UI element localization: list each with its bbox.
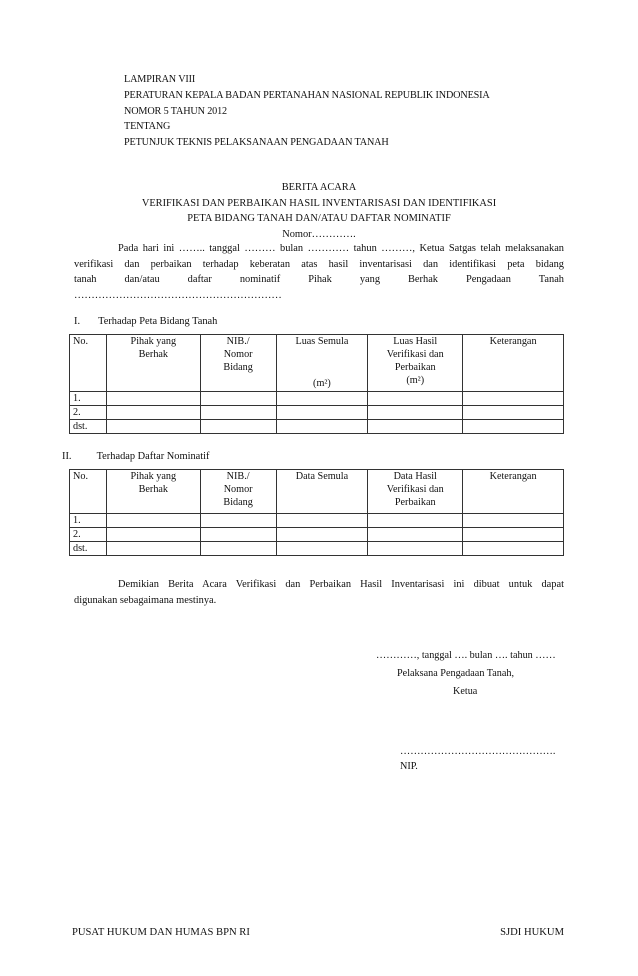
header-line: PERATURAN KEPALA BADAN PERTANAHAN NASIONAL REPUBLIK INDONESIA <box>124 89 490 101</box>
signature-place-date: …………, tanggal …. bulan …. tahun …… <box>376 650 556 661</box>
section-number: I. <box>74 316 81 327</box>
document-header <box>124 72 490 151</box>
table-row <box>70 406 564 420</box>
row-number: dst. <box>70 420 107 434</box>
section-1-heading <box>74 316 217 327</box>
closing-line: Demikian Berita Acara Verifikasi dan Perbaikan Hasil Inventarisasi ini dibuat untuk dapat <box>118 579 564 590</box>
intro-line: verifikasi dan perbaikan terhadap keberatan atas hasil inventarisasi dan identifikasi peta bidang <box>74 258 564 270</box>
header-cell: No. <box>70 470 107 514</box>
header-cell: Pihak yang Berhak <box>106 335 200 392</box>
title-line: Nomor…………. <box>282 228 356 240</box>
header-cell: Keterangan <box>463 335 564 392</box>
header-cell: Data Hasil Verifikasi dan Perbaikan <box>368 470 463 514</box>
closing-line: digunakan sebagaimana mestinya. <box>74 594 217 606</box>
row-number: 2. <box>70 406 107 420</box>
row-number: 1. <box>70 514 107 528</box>
intro-line: tanah dan/atau daftar nominatif Pihak yang Berhak Pengadaan Tanah <box>74 274 564 285</box>
section-title: Terhadap Peta Bidang Tanah <box>98 316 218 327</box>
header-label: Luas Semula <box>295 336 349 347</box>
header-cell: No. <box>70 335 107 392</box>
header-cell <box>368 335 463 392</box>
title-line: VERIFIKASI DAN PERBAIKAN HASIL INVENTARISASI DAN IDENTIFIKASI <box>141 197 497 209</box>
header-line: TENTANG <box>124 121 171 133</box>
intro-line: Pada hari ini …….. tanggal ……… bulan ………… tahun ………, Ketua Satgas telah melaksanakan <box>118 243 564 254</box>
table-header-row <box>70 335 564 392</box>
header-line: LAMPIRAN VIII <box>124 74 196 85</box>
signature-position: Ketua <box>453 686 478 697</box>
footer-left: PUSAT HUKUM DAN HUMAS BPN RI <box>72 927 250 938</box>
header-line: PETUNJUK TEKNIS PELAKSANAAN PENGADAAN TANAH <box>124 137 389 149</box>
table-daftar-nominatif <box>69 469 564 556</box>
row-number: 2. <box>70 528 107 542</box>
table-header-row <box>70 470 564 514</box>
header-cell: Data Semula <box>276 470 368 514</box>
unit-label: (m²) <box>313 378 331 389</box>
header-cell: Keterangan <box>463 470 564 514</box>
document-title <box>0 180 638 242</box>
section-2-heading <box>62 451 210 462</box>
table-peta-bidang <box>69 334 564 434</box>
closing-paragraph <box>74 577 564 608</box>
header-cell: NIB./ Nomor Bidang <box>200 470 276 514</box>
header-cell <box>276 335 368 392</box>
row-number: dst. <box>70 542 107 556</box>
header-cell: Pihak yang Berhak <box>106 470 200 514</box>
table-row <box>70 542 564 556</box>
signature-nip: NIP. <box>400 761 418 772</box>
intro-paragraph <box>74 241 564 303</box>
header-label: Luas Hasil Verifikasi dan Perbaikan <box>386 336 444 373</box>
section-title: Terhadap Daftar Nominatif <box>96 451 210 462</box>
table-row <box>70 528 564 542</box>
title-line: PETA BIDANG TANAH DAN/ATAU DAFTAR NOMINATIF <box>187 213 451 224</box>
intro-line: …………………………………………………… <box>74 289 282 301</box>
table-row <box>70 514 564 528</box>
signature-role: Pelaksana Pengadaan Tanah, <box>397 668 515 679</box>
signature-name-line: ………………………………………. <box>400 746 556 757</box>
header-line: NOMOR 5 TAHUN 2012 <box>124 105 227 117</box>
title-line: BERITA ACARA <box>281 182 357 193</box>
header-cell: NIB./ Nomor Bidang <box>200 335 276 392</box>
row-number: 1. <box>70 392 107 406</box>
section-number: II. <box>62 451 72 462</box>
footer-right: SJDI HUKUM <box>500 927 564 938</box>
table-row <box>70 420 564 434</box>
unit-label: (m²) <box>406 375 425 386</box>
table-row <box>70 392 564 406</box>
